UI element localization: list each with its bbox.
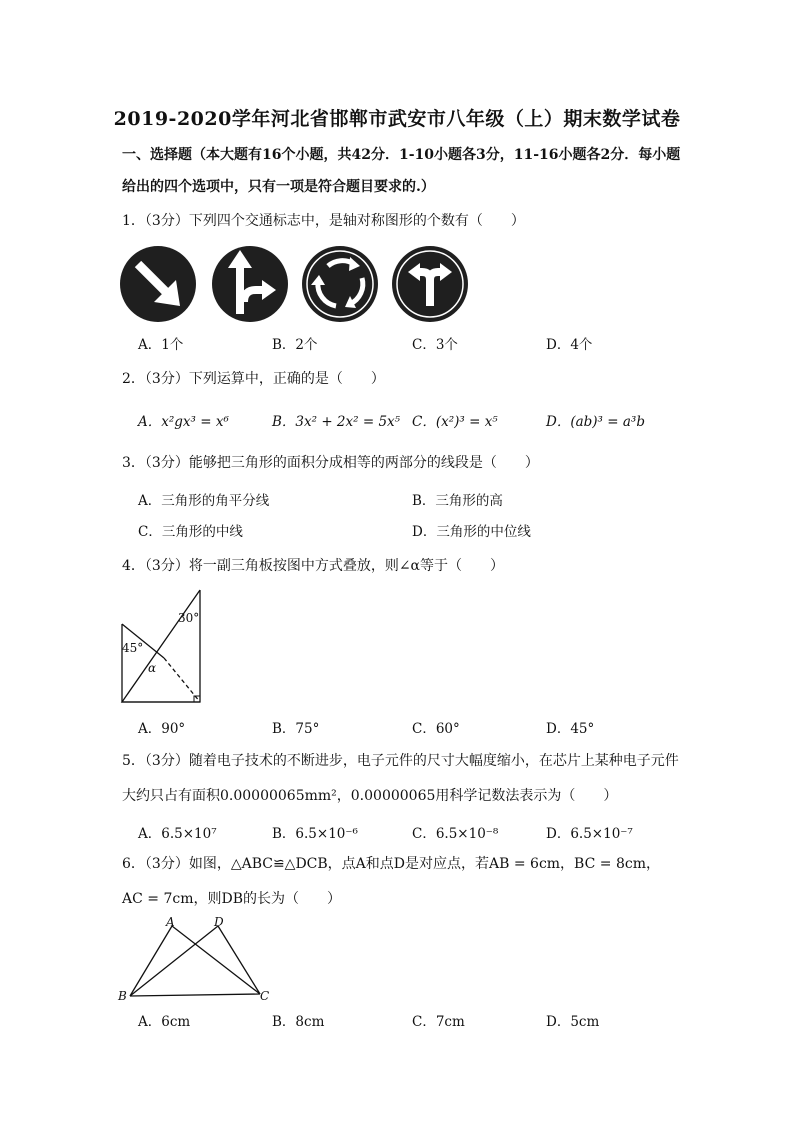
section-header-line1: 一、选择题（本大题有16个小题，共42分．1-10小题各3分，11-16小题各2分．每小题 bbox=[122, 147, 681, 163]
question-6-stem-line1: 6．（3分）如图，△ABC≌△DCB，点A和点D是对应点，若AB = 6cm，BC = 8cm， bbox=[122, 856, 660, 872]
q3-option-d: D．三角形的中位线 bbox=[412, 524, 531, 540]
q6-option-b: B．8cm bbox=[272, 1014, 325, 1030]
left-right-turn-sign-icon bbox=[392, 246, 468, 322]
question-4-figure bbox=[114, 586, 214, 706]
point-c-label: C bbox=[260, 989, 270, 1003]
q3-option-a: A．三角形的角平分线 bbox=[138, 493, 270, 509]
point-d-label: D bbox=[214, 915, 224, 929]
point-a-label: A bbox=[166, 915, 175, 929]
q4-option-a: A．90° bbox=[138, 721, 186, 737]
question-3-stem: 3．（3分）能够把三角形的面积分成相等的两部分的线段是（ ） bbox=[122, 455, 539, 471]
q6-option-a: A．6cm bbox=[138, 1014, 191, 1030]
question-5-stem-line1: 5．（3分）随着电子技术的不断进步，电子元件的尺寸大幅度缩小，在芯片上某种电子元件 bbox=[122, 753, 679, 769]
q2-option-a: A．x²gx³ = x⁶ bbox=[138, 414, 229, 430]
q6-option-d: D．5cm bbox=[546, 1014, 600, 1030]
question-2-stem: 2．（3分）下列运算中，正确的是（ ） bbox=[122, 371, 385, 387]
question-5-stem-line2: 大约只占有面积0.00000065mm²，0.00000065用科学记数法表示为（ ） bbox=[122, 788, 618, 804]
page-title: 2019-2020学年河北省邯郸市武安市八年级（上）期末数学试卷 bbox=[113, 108, 681, 130]
question-6-figure bbox=[114, 914, 279, 1006]
q1-option-d: D．4个 bbox=[546, 337, 593, 353]
q3-option-c: C．三角形的中线 bbox=[138, 524, 243, 540]
q5-option-a: A．6.5×10⁷ bbox=[138, 826, 217, 842]
angle-45-label: 45° bbox=[122, 641, 144, 655]
angle-30-label: 30° bbox=[178, 611, 200, 625]
arrow-diagonal-sign-icon bbox=[120, 246, 196, 322]
question-1-stem: 1．（3分）下列四个交通标志中，是轴对称图形的个数有（ ） bbox=[122, 213, 525, 229]
q4-option-d: D．45° bbox=[546, 721, 595, 737]
q5-option-b: B．6.5×10⁻⁶ bbox=[272, 826, 358, 842]
section-header-line2: 给出的四个选项中，只有一项是符合题目要求的.） bbox=[122, 179, 435, 195]
q2-option-d: D．(ab)³ = a³b bbox=[546, 414, 645, 430]
q4-option-b: B．75° bbox=[272, 721, 320, 737]
q6-option-c: C．7cm bbox=[412, 1014, 465, 1030]
point-b-label: B bbox=[118, 989, 127, 1003]
question-4-stem: 4．（3分）将一副三角板按图中方式叠放，则∠α等于（ ） bbox=[122, 558, 504, 574]
q1-option-a: A．1个 bbox=[138, 337, 184, 353]
q5-option-c: C．6.5×10⁻⁸ bbox=[412, 826, 499, 842]
angle-alpha-label: α bbox=[148, 661, 157, 675]
straight-or-right-turn-sign-icon bbox=[212, 246, 288, 322]
question-1-signs bbox=[118, 244, 468, 326]
question-6-stem-line2: AC = 7cm，则DB的长为（ ） bbox=[122, 891, 341, 907]
q2-option-b: B．3x² + 2x² = 5x⁵ bbox=[272, 414, 401, 430]
q3-option-b: B．三角形的高 bbox=[412, 493, 503, 509]
q5-option-d: D．6.5×10⁻⁷ bbox=[546, 826, 633, 842]
roundabout-sign-icon bbox=[302, 246, 378, 322]
q1-option-b: B．2个 bbox=[272, 337, 318, 353]
q1-option-c: C．3个 bbox=[412, 337, 458, 353]
q2-option-c: C．(x²)³ = x⁵ bbox=[412, 414, 498, 430]
q4-option-c: C．60° bbox=[412, 721, 460, 737]
